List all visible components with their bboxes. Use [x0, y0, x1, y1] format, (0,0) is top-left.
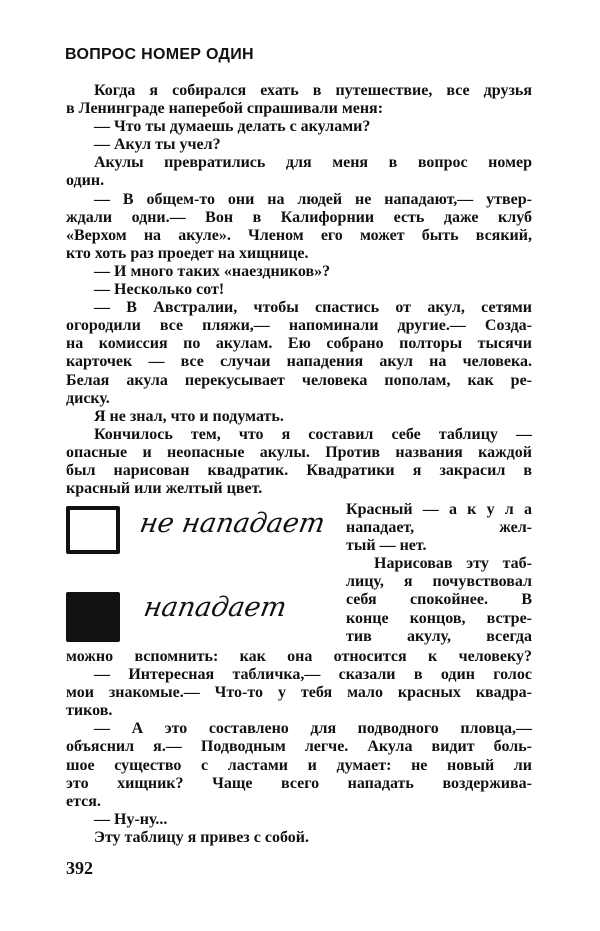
text-line: один. [66, 172, 105, 190]
text-line: объяснил я.— Подводным легче. Акула видит боль- [66, 738, 532, 756]
handwritten-label-not-attacks: не нападает [137, 508, 328, 539]
text-line: шое существо с ластами и думает: не новый ли [66, 756, 532, 774]
text-line: тив акулу, всегда [346, 627, 532, 645]
text-line: мои знакомые.— Что-то у тебя мало красных квадра- [66, 684, 532, 702]
text-line: Акулы превратились для меня в вопрос номер [94, 154, 532, 172]
text-line: — А это составлено для подводного пловца,— [94, 720, 532, 738]
text-block-top [66, 82, 532, 498]
text-line: тиков. [66, 702, 113, 720]
text-line: это хищник? Чаще всего нападать воздержива- [66, 774, 532, 792]
text-line: в Ленинграде наперебой спрашивали меня: [66, 100, 384, 118]
text-block-bottom [66, 648, 532, 847]
text-line: кто хоть раз проедет на хищнице. [66, 244, 309, 262]
text-line: нападает, жел- [346, 519, 532, 537]
text-line: — Что ты думаешь делать с акулами? [94, 118, 371, 136]
text-line: Кончилось тем, что я составил себе таблицу — [94, 425, 532, 443]
text-line: «Верхом на акуле». Членом его может быть всякий, [66, 226, 532, 244]
text-line: был нарисован квадратик. Квадратики я закрасил в [66, 461, 532, 479]
text-line: — В общем-то они на людей не нападают,— утвер- [94, 190, 532, 208]
text-line: ется. [66, 792, 101, 810]
text-line: Белая акула перекусывает человека пополам, как ре- [66, 371, 532, 389]
text-line: Красный — а к у л а [346, 501, 532, 518]
text-block-right [346, 501, 532, 646]
text-line: ждали одни.— Вон в Калифорнии есть даже клуб [66, 208, 532, 226]
text-line: себя спокойнее. В [346, 591, 532, 609]
text-line: — Несколько сот! [94, 281, 225, 299]
empty-square-icon [66, 506, 120, 554]
text-line: Когда я собирался ехать в путешествие, все друзья [94, 82, 532, 99]
text-line: — Ну-ну... [94, 810, 168, 828]
text-line: Эту таблицу я привез с собой. [94, 828, 309, 846]
text-line: можно вспомнить: как она относится к человеку? [66, 648, 532, 665]
handwritten-label-attacks: нападает [141, 592, 289, 623]
text-line: лицу, я почувствовал [346, 573, 532, 591]
page-number: 392 [66, 858, 93, 878]
text-line: Нарисовав эту таб- [374, 555, 532, 573]
text-line: Я не знал, что и подумать. [94, 407, 284, 425]
text-line: тый — нет. [346, 537, 427, 555]
text-line: — Интересная табличка,— сказали в один голос [94, 666, 532, 684]
text-line: — Акул ты учел? [94, 136, 221, 154]
text-line: огородили все пляжи,— напоминали другие.— Созда- [66, 317, 532, 335]
text-line: конце концов, встре- [346, 609, 532, 627]
text-line: красный или желтый цвет. [66, 480, 263, 498]
text-line: — И много таких «наездников»? [94, 262, 331, 280]
text-line: карточек — все случаи нападения акул на человека. [66, 353, 532, 371]
filled-square-icon [66, 592, 120, 642]
chapter-title: ВОПРОС НОМЕР ОДИН [65, 46, 254, 63]
text-line: опасные и неопасные акулы. Против названия каждой [66, 443, 532, 461]
text-line: — В Австралии, чтобы спастись от акул, сетями [94, 299, 532, 317]
text-line: диску. [66, 389, 110, 407]
figure-table [64, 502, 340, 644]
text-line: на комиссия по акулам. Ею собрано полторы тысячи [66, 335, 532, 353]
